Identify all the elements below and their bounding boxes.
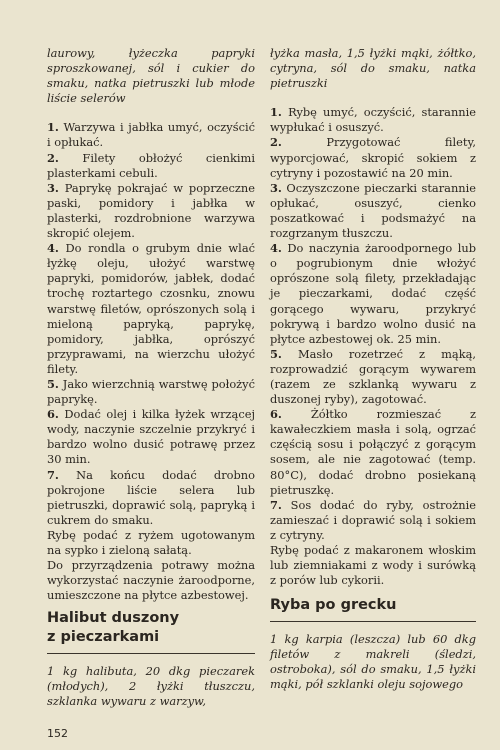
step-text: Filety obłożyć cienkimi plasterkami cebuli. — [47, 150, 255, 180]
step-text: Warzywa i jabłka umyć, oczyścić i opłukać. — [47, 120, 255, 150]
ingredients-continued: łyżka masła, 1,5 łyżki mąki, żółtko, cytryna, sól do smaku, natka pietruszki — [270, 46, 476, 91]
step-text: Na końcu dodać drobno pokrojone liście selera lub pietruszki, doprawić solą, papryką i cukrem do smaku. — [47, 467, 256, 527]
step-item — [47, 241, 255, 377]
step-item — [47, 377, 255, 407]
page-number: 152 — [47, 727, 68, 740]
step-number: 6. — [270, 407, 282, 422]
steps-list — [47, 120, 255, 528]
step-number: 3. — [47, 180, 59, 195]
step-number: 3. — [270, 180, 282, 195]
step-item — [270, 135, 476, 180]
step-item — [270, 347, 476, 407]
recipe-ingredients: 1 kg halibuta, 20 dkg pieczarek (młodych), 2 łyżki tłuszczu, szklanka wywaru z warzyw, — [47, 664, 255, 709]
step-text: Żółtko rozmieszać z kawałeczkiem masła i solą, ogrzać częścią sosu i połączyć z gorącym sosem, ale nie zagotować (temp. 80°C), dodać drobno posiekaną pietruszkę. — [270, 407, 476, 497]
step-item — [47, 407, 255, 467]
step-number: 6. — [47, 407, 59, 422]
step-number: 2. — [270, 135, 282, 150]
step-number: 4. — [270, 241, 282, 256]
step-number: 4. — [47, 241, 59, 256]
step-number: 5. — [47, 376, 59, 391]
step-text: Sos dodać do ryby, ostrożnie zamieszać i doprawić solą i sokiem z cytryny. — [270, 497, 476, 542]
step-number: 1. — [47, 120, 59, 135]
recipe-title-line2: z pieczarkami — [47, 629, 160, 645]
step-text: Do rondla o grubym dnie wlać łyżkę oleju, ułożyć warstwę papryki, pomidorów, jabłek, dodać trochę roztartego czosnku, znowu warstwę filetów, oprószonych solą i mieloną papryką, paprykę, pomidory, jabłka, oprószyć przyprawami, na wierzchu ułożyć filety. — [47, 241, 255, 376]
step-number: 7. — [47, 467, 59, 482]
ingredients-continued: laurowy, łyżeczka papryki sproszkowanej, sól i cukier do smaku, natka pietruszki lub młode liście selerów — [47, 46, 255, 106]
step-number: 5. — [270, 346, 282, 361]
step-text: Dodać olej i kilka łyżek wrzącej wody, naczynie szczelnie przykryć i bardzo wolno dusić potrawę przez 30 min. — [47, 407, 255, 467]
serving-suggestion: Rybę podać z makaronem włoskim lub ziemniakami z wody i surówką z porów lub cykorii. — [270, 543, 476, 588]
step-item — [270, 241, 476, 347]
serving-suggestion: Rybę podać z ryżem ugotowanym na sypko i zieloną sałatą. — [47, 527, 255, 557]
steps-list — [270, 105, 476, 543]
step-item — [47, 151, 255, 181]
cooking-note: Do przyrządzenia potrawy można wykorzystać naczynie żaroodporne, umieszczone na płytce azbestowej. — [47, 558, 255, 603]
step-number: 7. — [270, 497, 282, 512]
step-item — [47, 181, 255, 241]
step-item — [47, 468, 255, 528]
step-item — [270, 105, 476, 135]
recipe-ingredients: 1 kg karpia (leszcza) lub 60 dkg filetów z makreli (śledzi, ostroboka), sól do smaku, 1,5 łyżki mąki, pół szklanki oleju sojowego — [270, 632, 476, 692]
title-rule — [47, 653, 255, 654]
right-column — [270, 46, 476, 588]
left-column — [47, 46, 255, 603]
step-item — [270, 181, 476, 241]
greek-fish-recipe — [270, 596, 476, 692]
step-text: Przygotować filety, wyporcjować, skropić sokiem z cytryny i pozostawić na 20 min. — [270, 135, 476, 180]
step-text: Masło rozetrzeć z mąką, rozprowadzić gorącym wywarem (razem ze szklanką wywaru z duszonej ryby), zagotować. — [270, 346, 477, 407]
step-item — [47, 120, 255, 150]
step-item — [270, 498, 476, 543]
step-text: Jako wierzchnią warstwę położyć paprykę. — [47, 376, 255, 407]
step-text: Do naczynia żaroodpornego lub o pogrubionym dnie włożyć oprószone solą filety, przekładając je pieczarkami, dodać część gorącego wywaru, przykryć pokrywą i bardzo wolno dusić na płytce azbestowej ok. 25 min. — [270, 241, 476, 346]
step-text: Oczyszczone pieczarki starannie opłukać, osuszyć, cienko poszatkować i podsmażyć na rozgrzanym tłuszczu. — [270, 180, 476, 241]
recipe-title: Ryba po grecku — [270, 597, 397, 613]
title-rule — [270, 621, 476, 622]
step-item — [270, 407, 476, 498]
step-number: 2. — [47, 150, 59, 165]
recipe-title-line1: Halibut duszony — [47, 610, 180, 626]
step-number: 1. — [270, 105, 282, 120]
step-text: Paprykę pokrajać w poprzeczne paski, pomidory i jabłka w plasterki, rozdrobnione warzywa skropić olejem. — [47, 180, 255, 241]
halibut-recipe — [47, 609, 255, 709]
step-text: Rybę umyć, oczyścić, starannie wypłukać i osuszyć. — [270, 105, 476, 135]
